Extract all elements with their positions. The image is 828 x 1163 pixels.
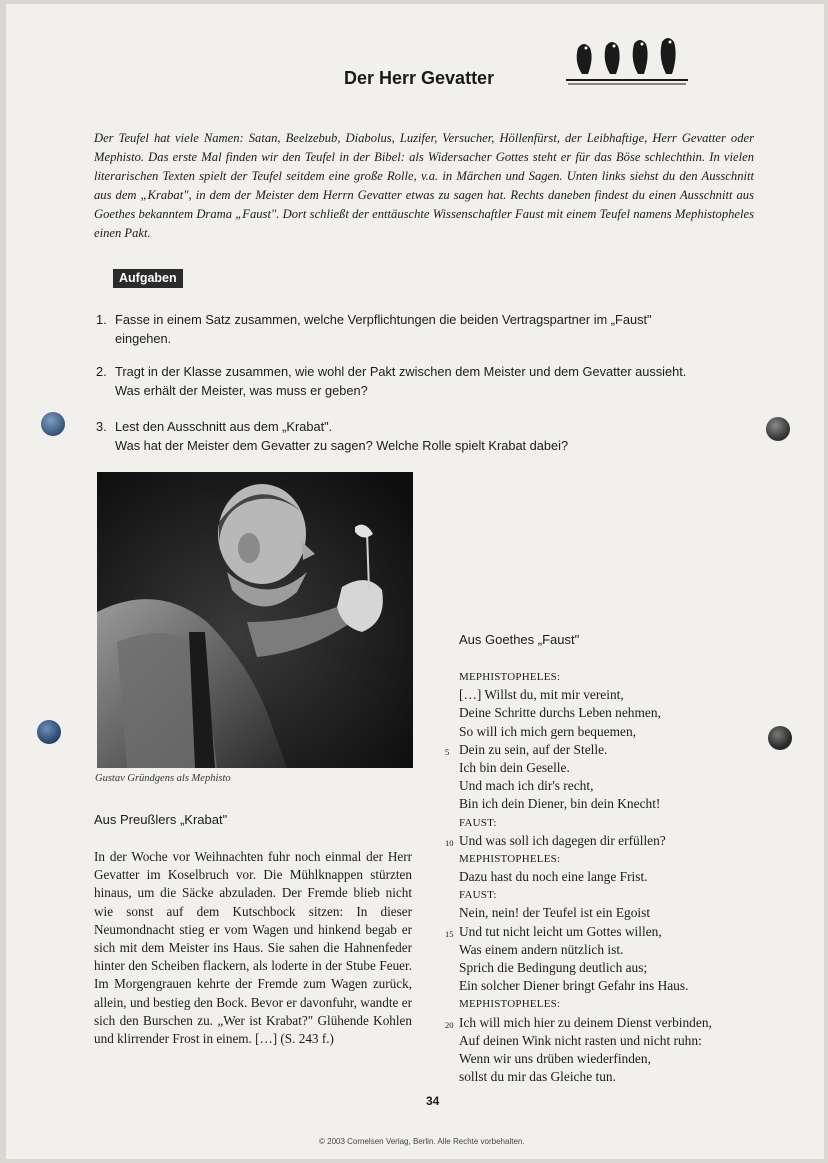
verse-line — [459, 868, 799, 886]
task-item — [96, 417, 776, 455]
verse-line — [459, 904, 799, 922]
verse-line — [445, 1014, 799, 1032]
verse-text: FAUST: — [459, 816, 497, 829]
verse-text: Auf deinen Wink nicht rasten und nicht ruhn: — [459, 1032, 702, 1048]
page-number: 34 — [426, 1094, 440, 1108]
task-line: Tragt in der Klasse zusammen, wie wohl der Pakt zwischen dem Meister und dem Gevatter aussieht. — [115, 364, 687, 379]
verse-text: Und was soll ich dagegen dir erfüllen? — [459, 832, 666, 848]
task-line: Lest den Ausschnitt aus dem „Krabat". — [115, 419, 333, 434]
copyright-footer: © 2003 Cornelsen Verlag, Berlin. Alle Rechte vorbehalten. — [319, 1137, 525, 1146]
line-number: 20 — [445, 1019, 454, 1030]
verse-text: Nein, nein! der Teufel ist ein Egoist — [459, 905, 651, 921]
task-number: 2. — [96, 364, 107, 379]
task-line: eingehen. — [115, 331, 172, 346]
faust-heading: Aus Goethes „Faust" — [459, 632, 580, 647]
verse-line — [445, 741, 799, 759]
line-number: 10 — [445, 837, 454, 848]
worksheet-page — [6, 4, 824, 1159]
verse-text: Dazu hast du noch eine lange Frist. — [459, 869, 648, 885]
verse-text: Sprich die Bedingung deutlich aus; — [459, 960, 648, 975]
verse-text: sollst du mir das Gleiche tun. — [459, 1069, 616, 1085]
verse-text: So will ich mich gern bequemen, — [459, 723, 637, 739]
line-number: 15 — [445, 928, 454, 939]
intro-paragraph: Der Teufel hat viele Namen: Satan, Beelzebub, Diabolus, Luzifer, Versucher, Höllenfürst, der Leibhaftige, Herr Gevatter oder Mephisto. Das erste Mal finden wir den Teufel in der Bibel: als Widersacher Gottes steht er für das Böse schlechthin. In vielen literarischen Texten spielt der Teufel seitdem eine große Rolle, v.a. in Märchen und Sagen. Unten links siehst du den Ausschnitt aus dem „Krabat", in dem der Meister dem Herrn Gevatter etwas zu sagen hat. Rechts daneben findest du einen Ausschnitt aus Goethes bekanntem Drama „Faust". Dort schließt der enttäuschte Wissenschaftler Faust mit einem Teufel namens Mephistopheles einen Pakt. — [94, 131, 754, 240]
verse-line — [459, 686, 799, 704]
task-line: Was erhält der Meister, was muss er geben? — [115, 383, 368, 398]
verse-text: Und tut nicht leicht um Gottes willen, — [459, 923, 662, 939]
verse-text: MEPHISTOPHELES: — [459, 671, 561, 683]
task-number: 1. — [96, 312, 107, 327]
verse-text: FAUST: — [459, 889, 497, 902]
verse-text: Deine Schritte durchs Leben nehmen, — [459, 705, 661, 721]
verse-line — [459, 977, 799, 995]
krabat-excerpt: In der Woche vor Weihnachten fuhr noch einmal der Herr Gevatter im Koselbruch vor. Die Mühlknappen stürzten hinaus, um die Säcke abzuladen. Der Fremde blieb nicht wie sonst auf dem Kutschbock sitzen: In dieser Neumondnacht stieg er vom Wagen und hinkend begab er sich mit dem Meister ins Haus. Sie sahen die Hahnenfeder hinter den Scheiben flackern, als loderte in der Stube Feuer. Im Morgengrauen kehrte der Fremde zum Wagen zurück, allein, und bestieg den Bock. Bevor er davonfuhr, wandte er sich den Burschen zu. „Wer ist Krabat?" Glühende Kohlen und klirrender Frost in einem. […] (S. 243 f.) — [94, 849, 412, 1047]
verse-text: Bin ich dein Diener, bin dein Knecht! — [459, 796, 661, 812]
krabat-heading: Aus Preußlers „Krabat" — [94, 812, 228, 827]
speaker-name — [459, 995, 799, 1013]
task-line: Fasse in einem Satz zusammen, welche Verpflichtungen die beiden Vertragspartner im „Faust" — [115, 312, 652, 327]
verse-line — [459, 941, 799, 959]
verse-text: Und mach ich dir's recht, — [459, 778, 594, 794]
verse-text: Ich bin dein Geselle. — [459, 759, 570, 775]
verse-line — [459, 1050, 799, 1068]
verse-text: Ein solcher Diener bringt Gefahr ins Haus. — [459, 978, 689, 994]
speaker-name — [459, 668, 799, 686]
verse-text: Dein zu sein, auf der Stelle. — [459, 741, 608, 757]
verse-line — [459, 1032, 799, 1050]
page-title: Der Herr Gevatter — [344, 68, 495, 88]
verse-line — [459, 959, 799, 977]
verse-text: MEPHISTOPHELES: — [459, 998, 561, 1011]
verse-line — [459, 704, 799, 722]
task-item — [96, 362, 776, 400]
verse-line — [459, 1068, 799, 1086]
verse-line — [445, 923, 799, 941]
verse-text: Was einem andern nützlich ist. — [459, 941, 624, 957]
line-number: 5 — [445, 746, 450, 757]
punch-hole — [766, 417, 790, 441]
punch-hole — [41, 412, 65, 436]
task-item — [96, 310, 776, 348]
verse-line — [459, 723, 799, 741]
photo-caption: Gustav Gründgens als Mephisto — [95, 773, 231, 784]
tasks-label: Aufgaben — [113, 269, 183, 288]
verse-text: Ich will mich hier zu deinem Dienst verbinden, — [459, 1014, 712, 1030]
task-number: 3. — [96, 419, 107, 434]
birds-illustration — [564, 36, 690, 88]
verse-text: MEPHISTOPHELES: — [459, 852, 561, 865]
speaker-name — [459, 814, 799, 832]
verse-line — [459, 795, 799, 813]
verse-text: […] Willst du, mit mir vereint, — [459, 687, 624, 703]
verse-line — [445, 832, 799, 850]
speaker-name — [459, 886, 799, 904]
faust-excerpt — [445, 668, 799, 1086]
verse-text: Wenn wir uns drüben wiederfinden, — [459, 1050, 651, 1066]
verse-line — [459, 759, 799, 777]
task-line: Was hat der Meister dem Gevatter zu sagen? Welche Rolle spielt Krabat dabei? — [115, 438, 569, 453]
speaker-name — [459, 850, 799, 868]
mephisto-photo — [97, 472, 413, 768]
verse-line — [459, 777, 799, 795]
punch-hole — [37, 720, 61, 744]
